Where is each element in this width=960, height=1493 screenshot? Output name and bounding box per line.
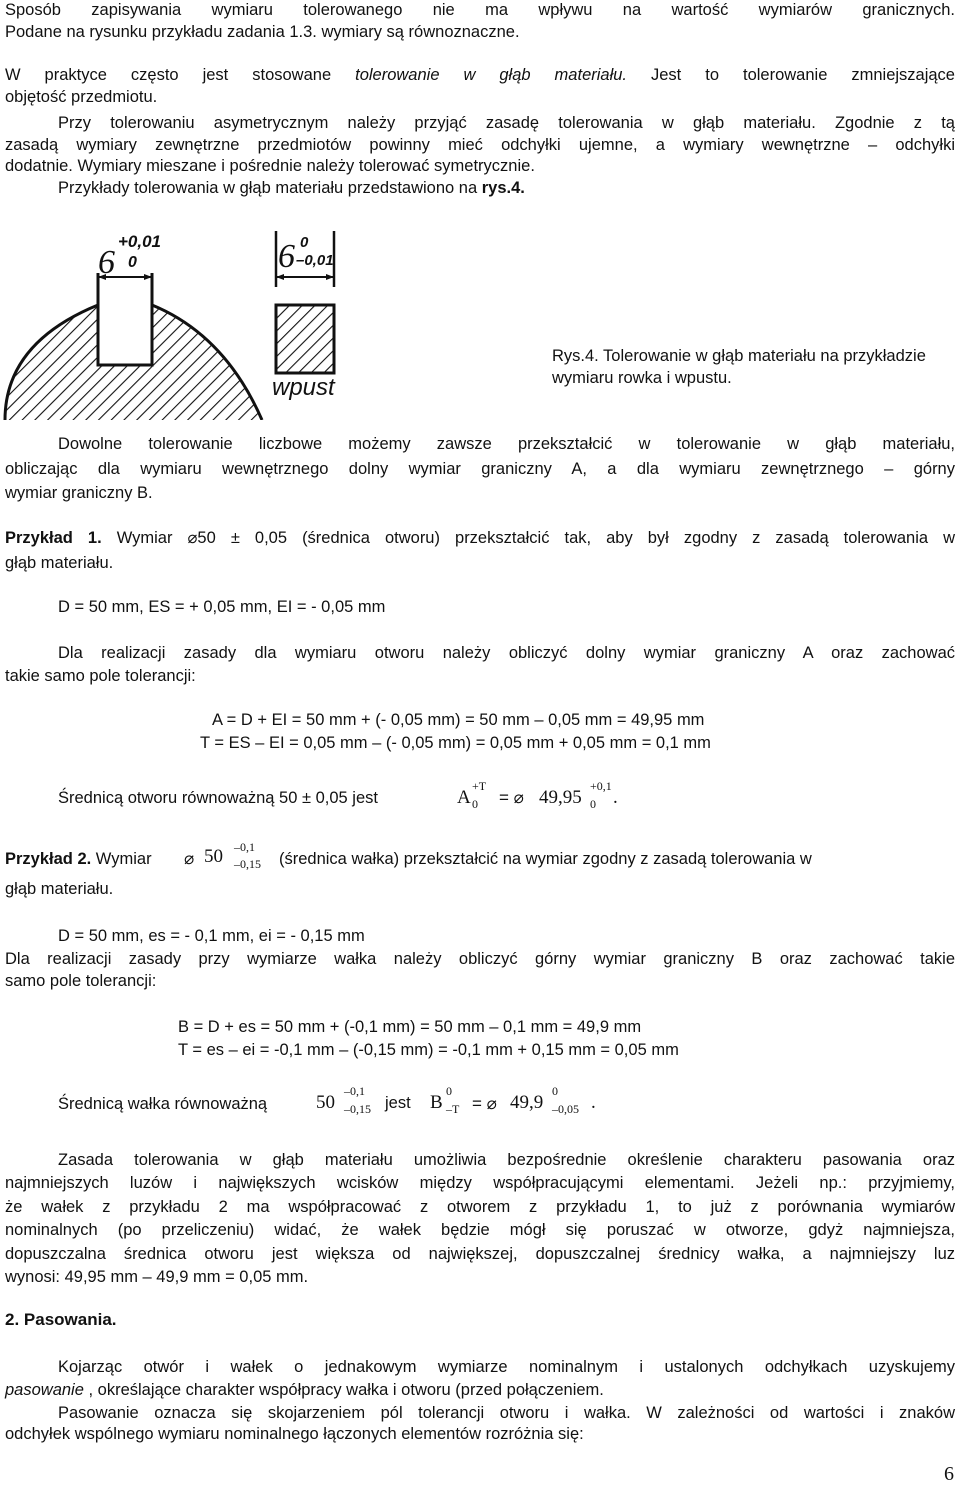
paragraph-line: Przykład 1. Wymiar ⌀50 ± 0,05 (średnica otworu) przekształcić tak, aby był zgodny z zasadą tolerowania w	[5, 529, 955, 547]
key-lower-deviation: –0,01	[296, 252, 334, 269]
figure-caption	[552, 345, 926, 389]
key-part	[272, 231, 336, 401]
pasowania-line2: pasowanie , określające charakter współpracy wałka i otworu (przed połączeniem.	[5, 1381, 604, 1399]
term-italic: tolerowanie w głąb materiału.	[355, 66, 628, 84]
paragraph-line: samo pole tolerancji:	[5, 971, 157, 990]
result-value-upper: 0	[552, 1084, 558, 1098]
example2-nominal: 50	[204, 846, 223, 867]
paragraph-line: nominalnych (po przeliczeniu) widać, że wałek będzie mógł się poruszać w otworze, gdyż najmniejsza,	[5, 1221, 955, 1239]
zasada-paragraph	[5, 1172, 955, 1290]
result-nominal: 50	[316, 1092, 335, 1113]
example1-calc-A: A = D + EI = 50 mm + (- 0,05 mm) = 50 mm – 0,05 mm = 49,95 mm	[212, 711, 705, 729]
paragraph-line: W praktyce często jest stosowane tolerowanie w głąb materiału. Jest to tolerowanie zmniejszające	[5, 66, 955, 84]
figure-ref: rys.4.	[481, 178, 525, 197]
paragraph-line: Dla realizacji zasady przy wymiarze wałka należy obliczyć górny wymiar graniczny B oraz zachować takie	[5, 950, 955, 968]
dowolne-paragraph-first	[58, 434, 955, 456]
result-value-upper: +0,1	[590, 779, 612, 793]
example1-calc-T: T = ES – EI = 0,05 mm – (- 0,05 mm) = 0,05 mm + 0,05 mm = 0,1 mm	[200, 734, 711, 752]
key-upper-deviation: 0	[300, 234, 309, 251]
example2-line2: głąb materiału.	[5, 880, 114, 898]
paragraph-line: Dowolne tolerowanie liczbowe możemy zawsze przekształcić w tolerowanie w głąb materiału,	[58, 435, 955, 453]
result-A-lower: 0	[472, 797, 478, 811]
paragraph-line: wymiar graniczny B.	[5, 484, 153, 502]
paragraph-line: objętość przedmiotu.	[5, 87, 158, 106]
example2-label: Przykład 2.	[5, 850, 92, 868]
paragraph-line: Pasowanie oznacza się skojarzeniem pól tolerancji otworu i wałka. W zależności od wartości i znaków	[58, 1404, 955, 1422]
asymmetric-paragraph-first	[58, 113, 955, 135]
example1-rule-cont: takie samo pole tolerancji:	[5, 667, 196, 685]
result-value: 49,95	[539, 787, 582, 808]
dowolne-paragraph	[5, 459, 955, 505]
paragraph-line: Dla realizacji zasady dla wymiaru otworu należy obliczyć dolny wymiar graniczny A oraz zachować	[58, 644, 955, 662]
groove-lower-deviation: 0	[128, 254, 137, 271]
paragraph-line: Przy tolerowaniu asymetrycznym należy przyjąć zasadę tolerowania w głąb materiału. Zgodnie z tą	[58, 114, 955, 132]
result-dot: .	[613, 787, 618, 808]
shaft-section	[0, 273, 270, 420]
diameter-icon: ⌀	[184, 849, 195, 868]
figure-rys4	[0, 225, 960, 420]
key-label: wpust	[272, 374, 335, 401]
result-equals-diameter: = ⌀	[499, 788, 524, 807]
paragraph-line: Kojarząc otwór i wałek o jednakowym wymiarze nominalnym i ustalonych odchyłkach uzyskujemy	[58, 1358, 955, 1376]
paragraph-line: zasadą wymiary zewnętrzne przedmiotów powinny mieć odchyłki ujemne, a wymiary wewnętrzne – odchyłki	[5, 135, 955, 154]
pasowania-paragraph2-last: odchyłek wspólnego wymiaru nominalnego łączonych elementów rozróżnia się:	[5, 1425, 584, 1443]
result-nominal-lower: –0,15	[344, 1102, 371, 1116]
example2-given: D = 50 mm, es = - 0,1 mm, ei = - 0,15 mm	[58, 927, 365, 945]
example2-upper-deviation: –0,1	[234, 840, 255, 854]
paragraph-line: obliczając dla wymiaru wewnętrznego dolny wymiar graniczny A, a dla wymiaru zewnętrznego – górny	[5, 460, 955, 478]
caption-line: wymiaru rowka i wpustu.	[552, 369, 732, 387]
intro-paragraph	[5, 0, 955, 43]
intro-line: Sposób zapisywania wymiaru tolerowanego nie ma wpływu na wartość wymiarów granicznych.	[5, 1, 955, 19]
example2-lower-deviation: –0,15	[234, 857, 261, 871]
example2-rule	[5, 949, 955, 992]
paragraph-line: że wałek z przykładu 2 ma współpracować z otworem z przykładu 1, to już z porównania wymiarów	[5, 1197, 955, 1216]
pasowania-paragraph2-first	[58, 1403, 955, 1425]
asymmetric-paragraph	[5, 135, 955, 178]
groove-nominal: 6	[98, 244, 115, 281]
section-heading: 2. Pasowania.	[5, 1310, 117, 1329]
key-nominal: 6	[278, 238, 295, 275]
paragraph-line: dopuszczalna średnica otworu jest większa od największej, dopuszczalnej średnicy wałka, a najmniejszy luz	[5, 1244, 955, 1263]
example2-line1-start: Przykład 2. Wymiar	[5, 850, 152, 868]
caption-line: Rys.4. Tolerowanie w głąb materiału na przykładzie	[552, 347, 926, 365]
result-symbol-A: A	[457, 787, 471, 808]
result-text: Średnicą wałka równoważną	[58, 1095, 268, 1113]
result-symbol-B: B	[430, 1092, 443, 1113]
result-B-lower: –T	[446, 1102, 460, 1116]
page-number: 6	[944, 1463, 954, 1485]
tolerance-depth-paragraph	[5, 65, 955, 108]
example1-statement	[5, 528, 955, 575]
example1-label: Przykład 1.	[5, 529, 102, 547]
result-nominal-upper: –0,1	[344, 1084, 365, 1098]
example2-calc-T: T = es – ei = -0,1 mm – (-0,15 mm) = -0,1 mm + 0,15 mm = 0,05 mm	[178, 1041, 679, 1059]
example2-line1-end: (średnica wałka) przekształcić na wymiar zgodny z zasadą tolerowania w	[279, 850, 812, 868]
paragraph-line: najmniejszych luzów i największych wcisków między współpracującymi elementami. Jeżeli np.: przyjmiemy,	[5, 1174, 955, 1192]
example1-rule-first	[58, 643, 955, 665]
result-value-lower: –0,05	[552, 1102, 579, 1116]
pasowania-paragraph-first	[58, 1357, 955, 1379]
paragraph-line: głąb materiału.	[5, 554, 114, 572]
paragraph-line: wynosi: 49,95 mm – 49,9 mm = 0,05 mm.	[5, 1268, 309, 1286]
result-value-lower: 0	[590, 797, 596, 811]
intro-line: Podane na rysunku przykładu zadania 1.3. wymiary są równoznaczne.	[5, 22, 520, 41]
result-jest: jest	[385, 1094, 411, 1112]
result-text: Średnicą otworu równoważną 50 ± 0,05 jest	[58, 789, 378, 807]
figure-reference-line: Przykłady tolerowania w głąb materiału przedstawiono na rys.4.	[58, 178, 525, 197]
result-A-upper: +T	[472, 779, 487, 793]
example1-given: D = 50 mm, ES = + 0,05 mm, EI = - 0,05 mm	[58, 598, 386, 616]
result-equals-diameter: = ⌀	[472, 1094, 497, 1113]
result-dot: .	[591, 1092, 596, 1113]
result-B-upper: 0	[446, 1084, 452, 1098]
example2-calc-B: B = D + es = 50 mm + (-0,1 mm) = 50 mm – 0,1 mm = 49,9 mm	[178, 1018, 642, 1036]
result-value: 49,9	[510, 1092, 544, 1113]
paragraph-line: dodatnie. Wymiary mieszane i pośrednie należy tolerować symetrycznie.	[5, 157, 535, 175]
paragraph-line: Zasada tolerowania w głąb materiału umożliwia bezpośrednie określenie charakteru pasowania oraz	[58, 1151, 955, 1169]
zasada-paragraph-first	[58, 1150, 955, 1172]
term-italic: pasowanie	[5, 1381, 84, 1399]
groove-upper-deviation: +0,01	[118, 232, 162, 251]
